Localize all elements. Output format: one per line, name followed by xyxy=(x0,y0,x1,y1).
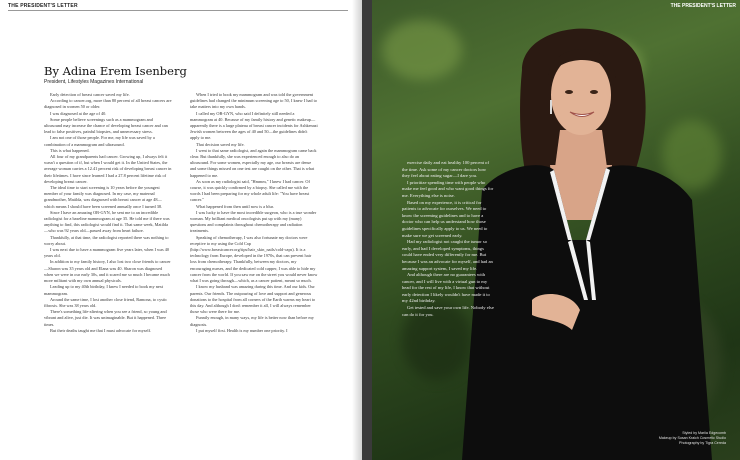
article-column-1 xyxy=(44,92,172,452)
paragraph: I went to that same radiologist, and again the mammogram came back clear. But thankfully, she was experienced enough to also do an ultrasound. For some women, especially my age, our breasts are dense and some things missed on one test are caught on the other. That is what happened to me. xyxy=(190,147,317,178)
paragraph: I am not one of those people. For me, my life was saved by a combination of a mammogram and ultrasound. xyxy=(44,135,155,147)
paragraph: As soon as my radiologist said, "Hmmm," I knew I had cancer. Of course, it was quickly confirmed by a biopsy. She called me with the words I had been preparing for my whole adult life: "You have breast cancer." xyxy=(190,178,310,203)
section-header: THE PRESIDENT'S LETTER xyxy=(8,3,78,9)
paragraph: Funnily enough, in many ways, my life is better now than before my diagnosis. xyxy=(190,315,314,327)
paragraph: Get tested and save your own life. Nobody else can do it for you. xyxy=(402,305,494,317)
paragraph: I know my husband was amazing during this time. And our kids. Our parents. Our friends. The outpouring of love and support and generous donations to the hospital from all corners of the Earth warms my heart to this day. And although I don't remember it all, I will always remember those who were there for me. xyxy=(190,284,316,315)
paragraph: exercise daily and eat healthy 100 percent of the time. Ask some of my cancer doctors how they feel about eating sugar—I dare you. xyxy=(402,160,490,179)
paragraph: And although there are no guarantees with cancer, and I will live with a virtual gun to my head for the rest of my life, I know that without early detection I likely wouldn't have made it to my 42nd birthday. xyxy=(402,272,490,304)
paragraph: Early detection of breast cancer saved my life. xyxy=(50,92,130,97)
paragraph: What happened from then until now is a blur. xyxy=(196,203,274,209)
paragraph: All four of my grandparents had cancer. Growing up, I always felt it wasn't a question of if, but when I would get it. In the United States, the average woman carries a 12.41 percent risk of developing breast cancer in their lifetimes. I have since learned I had a 27.8 percent lifetime risk of developing breast cancer. xyxy=(44,154,172,184)
paragraph: This is what happened. xyxy=(50,147,90,153)
paragraph: Had my radiologist not caught the tumor so early, and had I developed symptoms, things could have ended very differently for me. But because I was an advocate for myself, and had an amazing support system, I saved my life. xyxy=(402,239,493,271)
paragraph: There's something life-altering when you see a friend, so young and vibrant and alive, just die. It was unimaginable. But it happened. Three times. xyxy=(44,309,167,327)
article-column-2 xyxy=(190,92,318,452)
paragraph: I was next due to have a mammogram five years later, when I was 40 years old. xyxy=(44,247,170,259)
eye xyxy=(565,90,573,94)
paragraph: I was lucky to have the most incredible surgeon, who is a true wonder woman. My brilliant medical oncologists put up with my (many) questions and complaints throughout chemotherapy and radiation treatments. xyxy=(190,209,317,234)
gutter-shadow xyxy=(352,0,362,460)
right-page xyxy=(372,0,740,460)
paragraph: Based on my experience, it is critical for patients to advocate for ourselves. We need to know the screening guidelines and to have a doctor who can help us understand how those guidelines specifically apply to us. We need to make sure we get screened early. xyxy=(402,199,488,238)
credit-line: Styled by Mariia Edgecomb xyxy=(682,431,726,435)
paragraph: In addition to my family history, I also lost two close friends to cancer—Sharon was 35 years old and Elana was 40. Sharon was diagnosed when we were in our early 30s, and it scared me so much I became much more militant with my own annual physicals. xyxy=(44,259,171,284)
header-rule xyxy=(8,10,348,11)
paragraph: Since I have an amazing OB-GYN, he sent me to an incredible radiologist for a baseline mammogram at age 35. He told me if there was anything to find, this radiologist would find it. That same week, Matilda—who was 92 years old—passed away from heart failure. xyxy=(44,209,170,234)
paragraph: I put myself first. Health is my number one priority. I xyxy=(196,327,288,333)
paragraph: Leading up to my 40th birthday, I knew I needed to book my next mammogram. xyxy=(44,284,164,296)
paragraph: I called my OB-GYN, who said I definitely still needed a mammogram at 40. Because of my family history and genetic makeup—apparently there is a large plateau of breast cancer incidents for Ashkenazi Jewish women between the ages of 40 and 50—the guidelines didn't apply to me. xyxy=(190,110,318,141)
paragraph: Thankfully, at that time, the radiologist reported there was nothing to worry about. xyxy=(44,234,169,246)
left-page xyxy=(0,0,362,460)
paragraph: Speaking of chemotherapy, I was also fortunate my doctors were receptive to my using the Cold Cap (http://www.breastcancer.org/tips/hair_skin_nails/cold-caps). It is a technology from Europe, developed in the 1970s, that can prevent hair loss from chemotherapy. Thankfully, between my doctors, my encouraging nurses, and the dedicated cold capper, I was able to hide my cancer from the world. If you saw me on the street you would never know what I was going through—which, as a cancer patient, meant so much. xyxy=(190,234,318,284)
earring xyxy=(550,100,552,114)
eye xyxy=(590,90,598,94)
paragraph: I prioritize spending time with people who make me feel good and who want good things for me. Everything else is noise. xyxy=(402,179,494,198)
paragraph: That decision saved my life. xyxy=(196,141,245,147)
photo-credits xyxy=(659,431,726,446)
credit-line: Makeup by Susan Kraich Cosmetic Studio xyxy=(658,436,726,440)
paragraph: The ideal time to start screening is 10 years before the youngest member of your family was diagnosed. In my case, my maternal grandmother, Matilda, was diagnosed with breast cancer at age 48—which means I should have been screened annually once I turned 38. xyxy=(44,185,163,209)
paragraph: I was diagnosed at the age of 40. xyxy=(50,110,107,116)
article-overlay-column xyxy=(402,160,494,318)
author-role: President, Lifestyles Magazines International xyxy=(44,79,144,85)
author-byline: By Adina Erem Isenberg xyxy=(44,64,187,78)
paragraph: But their deaths taught me that I must advocate for myself. xyxy=(50,327,152,333)
credit-line: Photography by Tigra Cereda xyxy=(679,441,726,445)
paragraph: According to cancer.org, more than 80 percent of all breast cancers are diagnosed in women 50 or older. xyxy=(44,98,172,110)
paragraph: When I tried to book my mammogram and was told the government guidelines had changed the minimum screening age to 50, I knew I had to take matters into my own hands. xyxy=(190,92,317,110)
face xyxy=(551,55,611,135)
paragraph: Some people believe screenings such as a mammogram and ultrasound may increase the chance of developing breast cancer and can lead to false positives, painful biopsies, and unnecessary stress. xyxy=(44,116,168,135)
section-header: THE PRESIDENT'S LETTER xyxy=(670,3,736,9)
paragraph: Around the same time, I lost another close friend, Ramona, to cystic fibrosis. She was 38 years old. xyxy=(44,296,168,308)
